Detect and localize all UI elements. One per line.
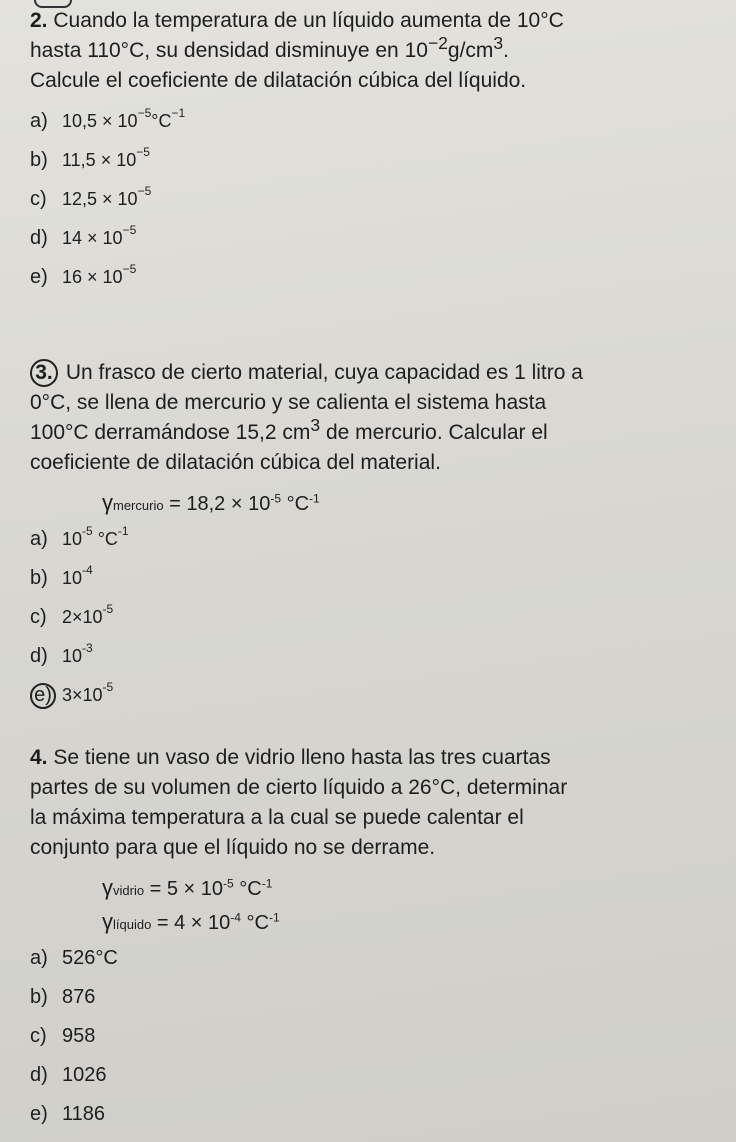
option-mantissa: 2×10 <box>62 607 103 627</box>
option-mantissa: 11,5 × 10 <box>62 150 137 170</box>
option-3d[interactable] <box>30 637 710 676</box>
option-letter: e) <box>30 266 48 288</box>
option-4d[interactable] <box>30 1056 710 1095</box>
problem-4-line3: la máxima temperatura a la cual se puede calentar el <box>30 806 524 829</box>
option-exponent: −5 <box>137 106 152 120</box>
option-letter: a) <box>30 110 48 132</box>
problem-3-line3-exp: 3 <box>310 415 321 435</box>
option-letter: c) <box>30 1025 47 1047</box>
option-letter: a) <box>30 528 48 550</box>
option-2c[interactable] <box>30 180 710 219</box>
option-unit-exponent: -1 <box>117 524 129 538</box>
given-equation: = 4 × 10 <box>151 912 231 934</box>
option-exponent: -5 <box>102 680 114 694</box>
given-unit: °C <box>240 912 269 934</box>
option-letter: d) <box>30 1064 48 1086</box>
option-value <box>62 180 151 219</box>
option-mantissa: 14 × 10 <box>62 228 123 248</box>
problem-3-line4: coeficiente de dilatación cúbica del material. <box>30 451 441 474</box>
option-3b[interactable] <box>30 559 710 598</box>
option-exponent: −5 <box>122 262 137 276</box>
option-mantissa: 3×10 <box>62 685 103 705</box>
problem-4-line1: Se tiene un vaso de vidrio lleno hasta las tres cuartas <box>53 746 551 769</box>
option-4c[interactable] <box>30 1017 710 1056</box>
option-exponent: −5 <box>136 145 150 159</box>
option-4b[interactable] <box>30 978 710 1017</box>
problem-3 <box>30 358 710 715</box>
gamma-symbol: γ <box>102 909 113 934</box>
problem-3-statement <box>30 358 710 478</box>
option-mantissa: 16 × 10 <box>62 267 123 287</box>
option-value: 876 <box>62 986 96 1008</box>
option-exponent: −5 <box>137 184 152 198</box>
problem-4 <box>30 743 710 1134</box>
option-value <box>62 141 150 180</box>
option-value <box>62 598 113 637</box>
given-equation: = 18,2 × 10 <box>163 493 271 515</box>
option-value <box>62 219 136 258</box>
option-letter: a) <box>30 947 48 969</box>
option-value <box>62 676 113 715</box>
option-3c[interactable] <box>30 598 710 637</box>
option-value: 1186 <box>62 1103 106 1125</box>
option-exponent: -3 <box>82 641 93 655</box>
given-exponent: -5 <box>270 491 282 506</box>
problem-3-line3 <box>30 415 548 444</box>
problem-2 <box>30 6 710 297</box>
problem-2-options <box>30 102 710 297</box>
option-4e[interactable] <box>30 1095 710 1134</box>
option-2e[interactable] <box>30 258 710 297</box>
option-value <box>62 102 185 141</box>
option-letter: b) <box>30 567 48 589</box>
option-exponent: −5 <box>122 223 137 237</box>
option-mantissa: 10 <box>62 529 83 549</box>
problem-2-line2-unit: g/cm <box>447 39 494 62</box>
option-letter: d) <box>30 227 48 249</box>
problem-2-line2-unit-exp: 3 <box>493 33 504 53</box>
option-letter <box>30 676 62 715</box>
problem-3-line2: 0°C, se llena de mercurio y se calienta el sistema hasta <box>30 391 547 414</box>
gamma-symbol: γ <box>102 490 113 515</box>
option-letter: b) <box>30 149 48 171</box>
option-mantissa: 10 <box>62 646 83 666</box>
given-unit: °C <box>233 878 262 900</box>
option-2d[interactable] <box>30 219 710 258</box>
gamma-symbol: γ <box>102 875 113 900</box>
option-mantissa: 10,5 × 10 <box>62 111 138 131</box>
option-value <box>62 637 93 676</box>
gamma-subscript: vidrio <box>113 883 145 898</box>
option-exponent: -4 <box>82 563 93 577</box>
problem-2-line2-exp: −2 <box>427 33 448 53</box>
option-4a[interactable] <box>30 939 710 978</box>
problem-2-line2-end: . <box>503 39 509 62</box>
option-value: 958 <box>62 1025 96 1047</box>
option-letter: e) <box>30 1103 48 1125</box>
option-unit-exponent: −1 <box>171 106 186 120</box>
gamma-subscript: mercurio <box>113 498 164 513</box>
option-mantissa: 12,5 × 10 <box>62 189 138 209</box>
problem-2-line2-text: hasta 110°C, su densidad disminuye en 10 <box>30 39 428 62</box>
option-2a[interactable] <box>30 102 710 141</box>
problem-4-line2: partes de su volumen de cierto líquido a 26°C, determinar <box>30 776 568 799</box>
option-unit: °C <box>151 111 172 131</box>
gamma-subscript: líquido <box>113 917 152 932</box>
problem-2-line2 <box>30 33 509 62</box>
option-value <box>62 520 129 559</box>
option-letter: d) <box>30 645 48 667</box>
option-unit: °C <box>92 529 118 549</box>
option-exponent: -5 <box>102 602 114 616</box>
given-gamma-liquido <box>102 905 710 939</box>
given-unit-exponent: -1 <box>261 876 273 891</box>
given-unit-exponent: -1 <box>309 491 320 506</box>
problem-2-statement <box>30 6 710 96</box>
circled-option-letter: e) <box>30 683 56 709</box>
problem-4-options <box>30 939 710 1134</box>
problem-2-number: 2. <box>30 9 48 32</box>
circled-number-3: 3. <box>30 359 58 387</box>
option-value <box>62 258 136 297</box>
problem-3-line3-text: 100°C derramándose 15,2 cm <box>30 421 311 444</box>
given-exponent: -4 <box>230 910 241 925</box>
given-unit: °C <box>281 493 310 515</box>
option-letter: c) <box>30 606 47 628</box>
option-value <box>62 559 93 598</box>
given-exponent: -5 <box>223 876 234 891</box>
option-3e-marked[interactable] <box>30 676 710 715</box>
option-exponent: -5 <box>82 524 93 538</box>
problem-2-line1: Cuando la temperatura de un líquido aumenta de 10°C <box>53 9 564 32</box>
option-letter: c) <box>30 188 47 210</box>
problem-3-line1: Un frasco de cierto material, cuya capacidad es 1 litro a <box>65 361 583 384</box>
given-gamma-vidrio <box>102 871 710 905</box>
problem-3-options <box>30 520 710 715</box>
option-3a[interactable] <box>30 520 710 559</box>
option-value: 1026 <box>62 1064 107 1086</box>
problem-3-line3-end: de mercurio. Calcular el <box>320 421 548 444</box>
option-mantissa: 10 <box>62 568 83 588</box>
given-gamma-mercurio <box>102 486 710 520</box>
given-equation: = 5 × 10 <box>144 878 224 900</box>
problem-2-line3: Calcule el coeficiente de dilatación cúbica del líquido. <box>30 69 527 92</box>
given-unit-exponent: -1 <box>268 910 280 925</box>
option-letter: b) <box>30 986 48 1008</box>
problem-4-number: 4. <box>30 746 48 769</box>
problem-4-statement <box>30 743 710 863</box>
problem-4-line4: conjunto para que el líquido no se derrame. <box>30 836 436 859</box>
option-2b[interactable] <box>30 141 710 180</box>
option-value: 526°C <box>62 947 118 969</box>
